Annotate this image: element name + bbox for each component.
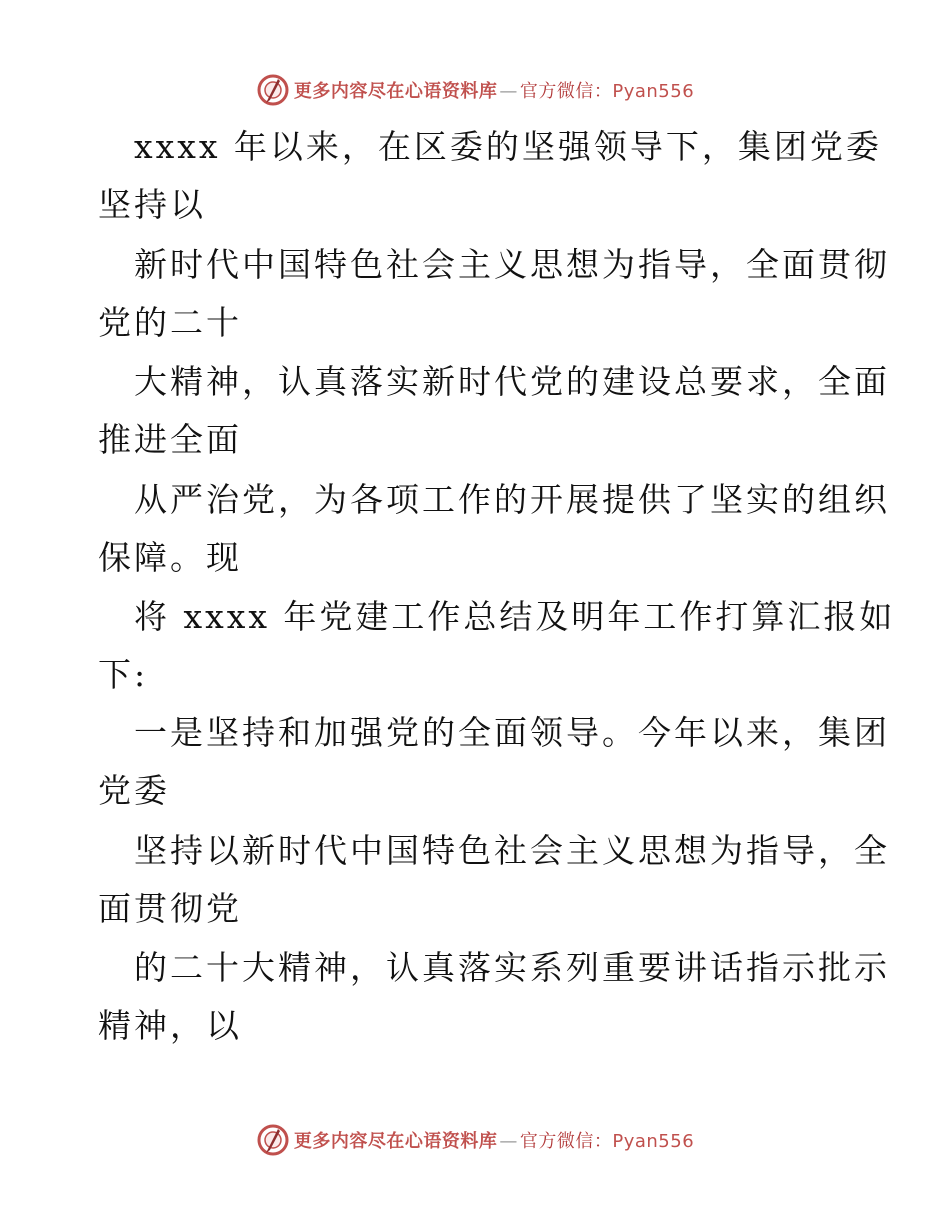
text-line: 党委 [98,771,170,810]
watermark-brand: 更多内容尽在心语资料库 [293,1131,498,1152]
text-line: 从严治党，为各项工作的开展提供了坚实的组织 [134,480,890,519]
text-line: 精神，以 [98,1006,242,1045]
text-line: 坚持以 [98,185,206,224]
watermark-separator: — [499,81,518,102]
watermark-wechat-label: 官方微信： [519,1131,613,1152]
watermark-wechat-label: 官方微信： [519,81,613,102]
text-line: 的二十大精神，认真落实系列重要讲话指示批示 [134,948,890,987]
watermark-wechat-id: Pyan556 [612,81,695,102]
text-line: 下: [98,655,149,694]
text-line: 坚持以新时代中国特色社会主义思想为指导，全 [134,831,890,870]
text-line: 推进全面 [98,420,242,459]
watermark-brand: 更多内容尽在心语资料库 [293,81,498,102]
watermark-banner-top [0,70,950,110]
pen-circle-logo-icon [256,1123,290,1157]
text-line: xxxx 年以来，在区委的坚强领导下，集团党委 [134,127,882,166]
text-line: 将 xxxx 年党建工作总结及明年工作打算汇报如 [134,597,896,636]
text-line: 保障。现 [98,538,242,577]
text-line: 党的二十 [98,303,242,342]
watermark-separator: — [499,1131,518,1152]
pen-circle-logo-icon [256,73,290,107]
watermark-banner-bottom [0,1120,950,1160]
text-line: 面贯彻党 [98,889,242,928]
text-line: 一是坚持和加强党的全面领导。今年以来，集团 [134,713,890,752]
text-line: 新时代中国特色社会主义思想为指导，全面贯彻 [134,245,890,284]
text-line: 大精神，认真落实新时代党的建设总要求，全面 [134,362,890,401]
watermark-wechat-id: Pyan556 [612,1131,695,1152]
